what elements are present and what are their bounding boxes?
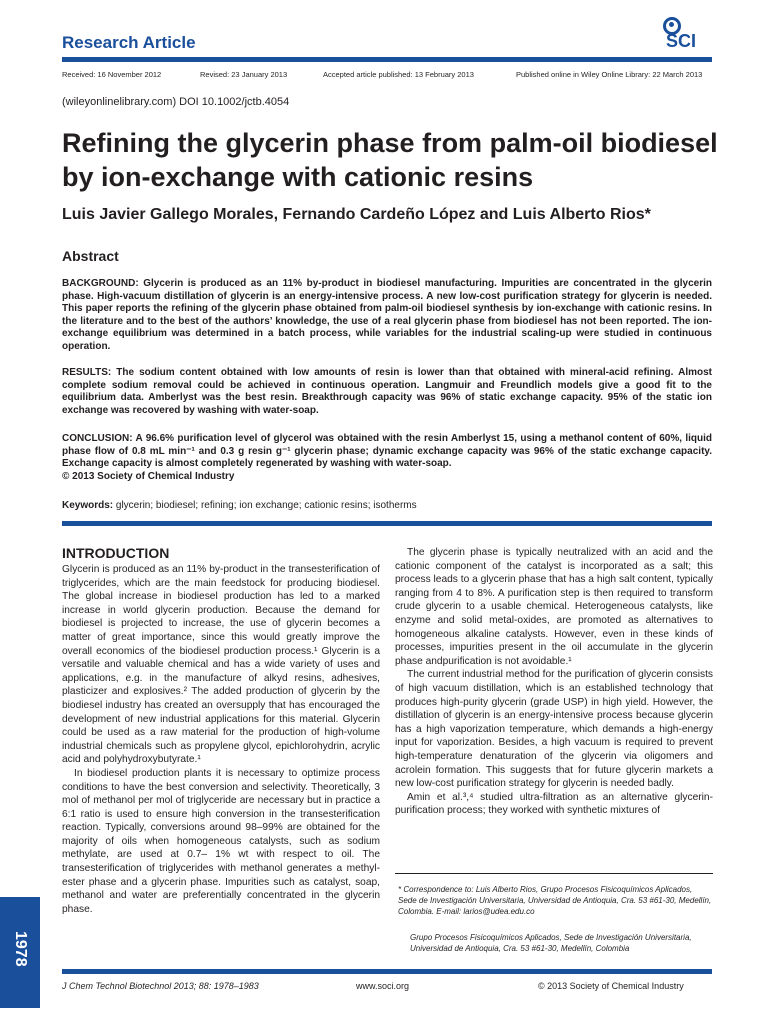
- authors: Luis Javier Gallego Morales, Fernando Cardeño López and Luis Alberto Rios*: [62, 206, 651, 223]
- intro-paragraph: Glycerin is produced as an 11% by-product in the transesterification of triglycerides, which are the main feedstock for producing biodiesel. The global increase in biodiesel production has led to a marked increase in world glycerin production. Because the demand for biodiesel is projected to increase, the use of glycerin becomes a matter of great importance, since this would greatly improve the overall economics of the biodiesel production process.¹ Glycerin is a versatile and valuable chemical and has a wide variety of uses and applications, e.g. in the manufacture of alkyd resins, adhesives, plasticizer and explosives.² The added production of glycerin by the biodiesel industry has created an oversupply that has encouraged the development of new industrial applications for this material. Glycerin could be used as a raw material for the production of high-volume industrial chemicals such as propylene glycol, epichlorohydrin, acrylic acid and polyhydroxybutyrate.¹: [62, 564, 380, 766]
- section-label: Research Article: [62, 33, 196, 52]
- abstract-heading: Abstract: [62, 248, 119, 264]
- intro-paragraph: Amin et al.³,⁴ studied ultra-filtration as an alternative glycerin-purification process; they worked with synthetic mixtures of: [395, 791, 713, 817]
- website-link[interactable]: www.soci.org: [356, 981, 410, 991]
- affiliation-footnote: Grupo Procesos Fisicoquímicos Aplicados, Sede de Investigación Universitaria, Universidad de Antioquia, Cra. 53 #61-30, Medellín, Colombia: [410, 933, 692, 953]
- article-title: Refining the glycerin phase from palm-oil biodiesel by ion-exchange with cationic resins: [62, 128, 718, 192]
- keywords-list: glycerin; biodiesel; refining; ion exchange; cationic resins; isotherms: [113, 500, 417, 511]
- intro-paragraph: In biodiesel production plants it is necessary to optimize process conditions to have the best conversion and selectivity. Theoretically, 3 mol of methanol per mol of triglyceride are necessary but in practice a 6:1 ratio is used to ensure high conversion in the transesterification reaction. Typically, conversions around 98–99% are obtained for the majority of oils when homogeneous catalysts, such as sodium methylate, are used at 0.7– 1% wt with respect to oil. The transesterification of triglycerides with methanol generates a methyl-ester phase and a glycerin phase. Impurities such as catalyst, soap, methanol and water are preferentially concentrated in the glycerin phase.: [62, 767, 380, 915]
- correspondence-footnote: * Correspondence to: Luis Alberto Rios, Grupo Procesos Fisicoquímicos Aplicados, Sede de Investigación Universitaria, Universidad de Antioquia, Cra. 53 #61-30, Medellín, Colombia. E-mail: larios@udea.edu.co: [398, 885, 712, 916]
- introduction-heading: INTRODUCTION: [62, 545, 170, 561]
- doi[interactable]: (wileyonlinelibrary.com) DOI 10.1002/jctb.4054: [62, 96, 290, 108]
- page-number: 1978: [12, 931, 29, 967]
- intro-paragraph: The glycerin phase is typically neutralized with an acid and the cationic component of the catalyst is incorporated as a salt; this process leads to a glycerin phase that has a high salt content, typically ranging from 4 to 8%. A purification step is then required to transform crude glycerin to a usable chemical. Heterogeneous catalysts, like enzyme and solid metal-oxides, are promoted as alternatives to homogeneous alkaline catalysts. However, even in these kinds of processes, impurities present in the oil accumulate in the glycerin phase andpurification is not avoidable.¹: [395, 547, 713, 667]
- top-rule: [62, 57, 712, 62]
- keywords: [62, 500, 417, 511]
- abstract-results: RESULTS: The sodium content obtained with low amounts of resin is lower than that obtained with mineral-acid refining. Almost complete sodium removal could be achieved in continuous operation. Langmuir and Freundlich models give a good fit to the equilibrium data. Amberlyst was the best resin. Breakthrough capacity was 96% of static exchange capacity. 95% of the static ion exchange was recovered by washing with water-soap.: [62, 367, 712, 416]
- logo-text: SCI: [666, 31, 697, 51]
- journal-citation: J Chem Technol Biotechnol 2013; 88: 1978–1983: [62, 981, 259, 991]
- page-number-tab: [0, 897, 40, 1008]
- abstract-conclusion: CONCLUSION: A 96.6% purification level of glycerol was obtained with the resin Amberlyst 15, using a methanol content of 60%, liquid phase flow of 0.8 mL min⁻¹ and 0.3 g resin g⁻¹ glycerin phase; dynamic exchange capacity was 96% of the static exchange capacity. Exchange capacity is almost completely regenerated by washing with water-soap.: [62, 433, 712, 469]
- mid-rule: [62, 521, 712, 526]
- footer-copyright: © 2013 Society of Chemical Industry: [538, 981, 684, 991]
- received-date: Received: 16 November 2012: [62, 70, 162, 79]
- published-date: Published online in Wiley Online Library: 22 March 2013: [516, 70, 703, 79]
- intro-paragraph: The current industrial method for the purification of glycerin consists of high vacuum distillation, which is an established technology that produces high-purity glycerin (grade USP) in high yield. However, the distillation of glycerin is an energy-intensive process because glycerin has a high vaporization temperature, which demands a high-energy input for vaporization. Besides, a high vacuum is required to prevent high-temperature denaturation of the glycerin via oligomers and acrolein formation. This suggests that for future glycerin markets a new low-cost purification strategy for glycerin is needed badly.: [395, 669, 713, 790]
- abstract-copyright: © 2013 Society of Chemical Industry: [62, 471, 235, 482]
- keywords-label: Keywords:: [62, 500, 114, 511]
- right-column: [395, 546, 713, 818]
- bottom-rule: [62, 969, 712, 974]
- abstract-background: BACKGROUND: Glycerin is produced as an 11% by-product in biodiesel manufacturing. Impurities are concentrated in the glycerin phase. High-vacuum distillation of glycerin is an energy-intensive process. A new low-cost purification strategy for glycerin is needed. This paper reports the refining of the glycerin phase obtained from palm-oil biodiesel synthesis by ion-exchange with cationic resins. In the literature and to the best of the authors’ knowledge, the use of a real glycerin phase from biodiesel has not been reported. The ion-exchange equilibrium was determined in a batch process, while variables for the industrial scaling-up were studied in continuous operation.: [62, 278, 712, 352]
- footnote-separator: [395, 873, 713, 874]
- sci-logo: [660, 17, 710, 53]
- accepted-date: Accepted article published: 13 February 2013: [323, 70, 474, 79]
- revised-date: Revised: 23 January 2013: [200, 70, 288, 79]
- logo-dot-icon: [669, 22, 674, 27]
- left-column: [62, 563, 380, 916]
